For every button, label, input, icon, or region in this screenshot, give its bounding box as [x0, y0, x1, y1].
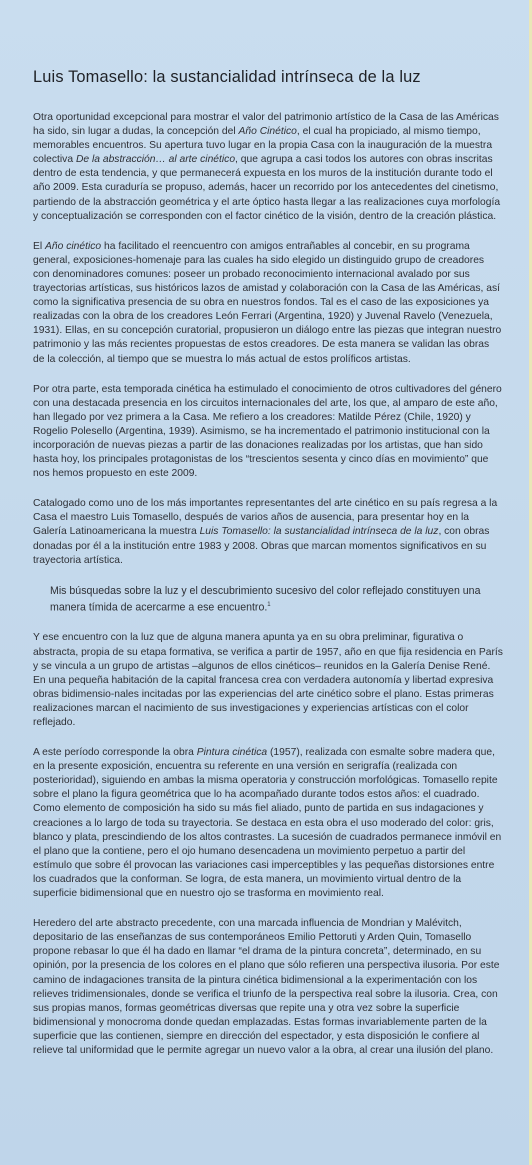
footnote-marker: 1 — [267, 602, 271, 609]
article — [33, 68, 503, 1074]
paragraph-4-italic-exhibition-title: Luis Tomasello: la sustancialidad intrínseca de la luz — [199, 526, 439, 538]
paragraph-4 — [33, 497, 503, 567]
article-title: Luis Tomasello: la sustancialidad intrínseca de la luz — [33, 68, 421, 86]
paragraph-1-italic-exhibition: De la abstracción… al arte cinético — [75, 154, 236, 166]
paragraph-2-text-a: El — [33, 240, 46, 252]
paragraph-1-text-a: Otra oportunidad excepcional para mostrar el valor del patrimonio artístico de la Casa de las Américas ha sido, sin lugar a dudas, la concepción del — [33, 112, 499, 138]
paragraph-1-text-c: , el cual ha propiciado, al mismo tiempo, memorables encuentros. Su apertura tuvo lugar en la propia Casa con la inauguración de la muestra colectiva — [33, 126, 493, 166]
paragraph-1 — [33, 111, 503, 224]
paragraph-3: Por otra parte, esta temporada cinética ha estimulado el conocimiento de otros cultivadores del género con una destacada presencia en los circuitos internacionales del arte, los que, al amparo de este año, han llegado por vez primera a la Casa. Me refiero a los creadores: Matilde Pérez (Chile, 1920) y Rogelio Polesello (Argentina, 1939). Asimismo, se ha incrementado el patrimonio institucional con la incorporación de nuevas piezas a partir de las donaciones realizadas por los artistas, que han sido hasta hoy, los principales protagonistas de los “trescientos sesenta y cinco días en movimiento” que nos hemos propuesto en este 2009. — [33, 383, 502, 480]
paragraph-6-text-a: A este período corresponde la obra — [33, 747, 197, 759]
paragraph-1-text-e: , que agrupa a casi todos los autores con obras inscritas dentro de esta tendencia, y que permanecerá expuesta en los muros de la institución durante todo el año 2009. Esta curaduría se propuso, además, hacer un recorrido por los antecedentes del cinetismo, partiendo de la abstracción geométrica y el arte óptico hasta llegar a las realizaciones cuya morfología y conceptualización se corresponden con el factor cinético de la visión, dentro de la creación plástica. — [33, 154, 501, 222]
paragraph-6-text-c: (1957), realizada con esmalte sobre madera que, en la presente exposición, encuentra su referente en una versión en serigrafía (realizada con posterioridad), siguiendo en ambas la misma operatoria y construcción morfológicas. Tomasello repite sobre el plano la figura geométrica que lo ha acompañado durante todos estos años: el cuadrado. Como elemento de composición ha sido su más fiel aliado, punto de partida en sus indagaciones y creaciones a lo largo de toda su trayectoria. Se destaca en esta obra el uso moderado del color: gris, blanco y plata, prescindiendo de los altos contrastes. La sucesión de cuadrados permanece inmóvil en el plano que la contiene, pero el ojo humano desencadena un movimiento perpetuo a partir del estímulo que sobre él provocan las variaciones casi imperceptibles y las pequeñas distorsiones entre los cuadrados que la conforman. Se logra, de esta manera, un movimiento virtual dentro de la superficie bidimensional que en nuestro ojo se trasforma en movimiento real. — [33, 747, 502, 900]
paragraph-1-italic-ano-cinetico: Año Cinético — [238, 126, 297, 138]
paragraph-5: Y ese encuentro con la luz que de alguna manera apunta ya en su obra preliminar, figurativa o abstracta, propia de su etapa formativa, se verifica a partir de 1957, año en que fija residencia en París y se vincula a un grupo de artistas –algunos de ellos cinéticos– reunidos en la Galería Denise René. En una pequeña habitación de la capital francesa crea con verdadera autonomía y libertad expresiva obras bidimensio-nales incitadas por las experiencias del arte cinético sobre el plano. Estas primeras realizaciones marcan el nacimiento de sus investigaciones y experiencias artísticas con el color reflejado. — [33, 632, 503, 728]
paragraph-7: Heredero del arte abstracto precedente, con una marcada influencia de Mondrian y Malévitch, depositario de las enseñanzas de sus contemporáneos Emilio Pettoruti y Arden Quin, Tomasello propone rebasar lo que él ha dado en llamar “el drama de la pintura concreta”, determinado, en su opinión, por la presencia de los colores en el plano que sólo refieren una perspectiva ilusoria. Por este camino de indagaciones transita de la pintura cinética bidimensional a la experimentación con los relieves tridimensionales, donde se verifica el triunfo de la perspectiva real sobre la ilusoria. Crea, con sus propias manos, formas geométricas diversas que repite una y otra vez sobre la superficie bidimensional y monocroma donde quedan emplazadas. Estas formas invariablemente parten de la superficie que las contienen, siempre en dirección del espectador, y esta disposición le confiere al relieve tal uniformidad que le permite agregar un nuevo valor a la obra, al crear una ilusión del plano. — [33, 918, 500, 1056]
block-quote — [50, 584, 497, 616]
block-quote-text: Mis búsquedas sobre la luz y el descubrimiento sucesivo del color reflejado constituyen una manera tímida de acercarme a ese encuentro. — [50, 584, 481, 614]
paragraph-2-text-c: ha facilitado el reencuentro con amigos entrañables al concebir, en su programa general, exposiciones-homenaje para las cuales ha sido elegido un distinguido grupo de creadores con denominadores comunes: poseer un probado reconocimiento internacional avalado por sus trayectorias artísticas, sus históricos lazos de amistad y colaboración con la Casa de las Américas, así como la significativa presencia de su obra en nuestros fondos. Tal es el caso de las exposiciones ya realizadas con la obra de los creadores León Ferrari (Argentina, 1920) y Juvenal Ravelo (Venezuela, 1931). Ellas, en su concepción curatorial, propusieron un diálogo entre las piezas que integran nuestro patrimonio y las más recientes propuestas de estos creadores. De esta manera se validan las obras de la colección, al tiempo que se muestra lo más actual de estos prolíficos artistas. — [33, 240, 502, 365]
paragraph-4-text-a: Catalogado como uno de los más importantes representantes del arte cinético en su país regresa a la Casa el maestro Luis Tomasello, después de varios años de ausencia, para presentar hoy en la Galería Latinoamericana la muestra — [33, 498, 498, 538]
paragraph-2-italic-ano-cinetico: Año cinético — [45, 240, 102, 252]
paragraph-4-text-c: , con obras donadas por él a la institución entre 1983 y 2008. Obras que marcan momentos significativos en su trayectoria artística. — [33, 526, 490, 566]
paragraph-2 — [33, 240, 503, 367]
paragraph-6-italic-artwork: Pintura cinética — [196, 747, 268, 759]
paragraph-6 — [33, 746, 503, 901]
